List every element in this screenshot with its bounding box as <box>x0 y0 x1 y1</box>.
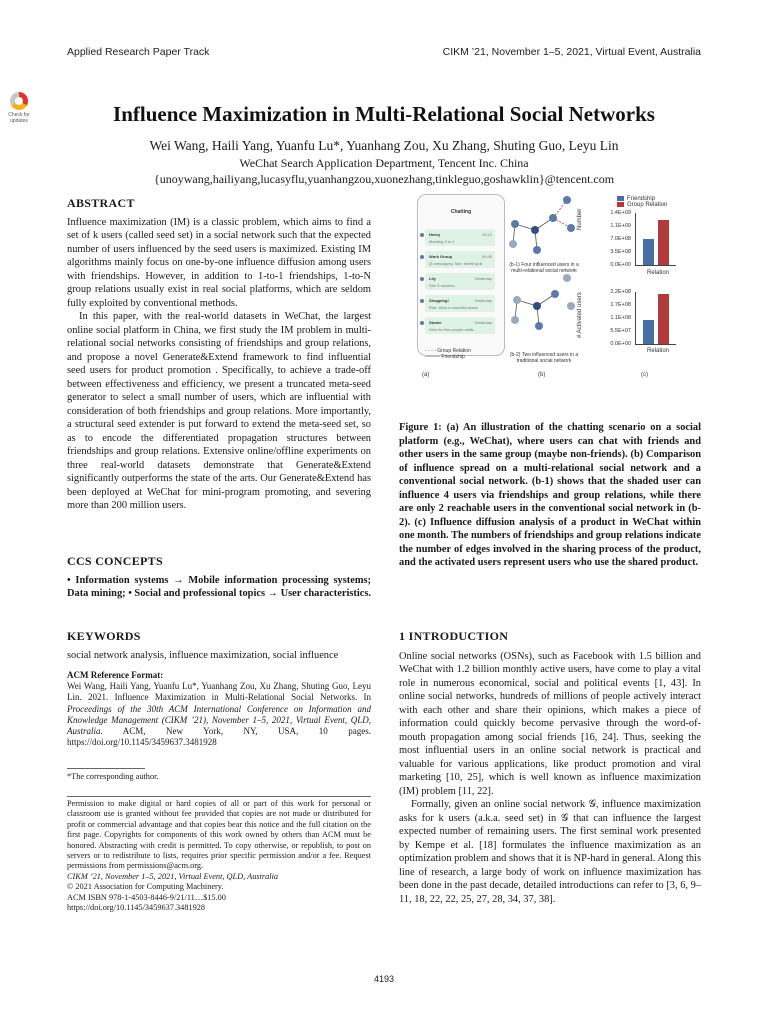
permission-block <box>67 799 371 913</box>
figure-caption: Figure 1: (a) An illustration of the chatting scenario on a social platform (e.g., WeChat), where users can chat with friends and other users in the same group (maybe non-friends). (b) Comparison of influence spread on a multi-relational social network and a conventional social network. (b-1) shows that the shaded user can influence 4 users via friendships and group relations, while there are only 2 reachable users in the conventional social network in (b-2). (c) Influence diffusion analysis of a product in WeChat within one month. The numbers of friendships and group relations indicate the number of edges involved in the sharing process of the product, and the activated users represent users who use the shared product. <box>399 422 701 568</box>
running-header-right: CIKM ’21, November 1–5, 2021, Virtual Event, Australia <box>442 46 701 58</box>
panel-c-label: (c) <box>641 372 648 378</box>
chart-top-bar-friendship <box>643 239 654 265</box>
reference-authors: Wei Wang, Haili Yang, Yuanfu Lu*, Yuanhang Zou, Xu Zhang, Shuting Guo, Leyu Lin. 2021. Influence Maximization in Multi-Relational Social Networks. In <box>67 681 371 703</box>
network-b1 <box>509 196 575 254</box>
chart-top-ylabel: Number <box>577 208 583 230</box>
network-b2 <box>511 274 575 330</box>
page-number: 4193 <box>373 974 395 984</box>
affiliation: WeChat Search Application Department, Tencent Inc. China <box>239 156 529 170</box>
keywords-heading: KEYWORDS <box>67 629 141 643</box>
keywords-section <box>67 630 371 662</box>
chat-item: Henry 10:12 Meeting 3 to 4 <box>425 229 495 246</box>
badge-line2: updates <box>10 118 28 124</box>
keywords-text: social network analysis, influence maximization, social influence <box>67 649 339 661</box>
caption-b1: (b-1) Four influenced users in a multi-relational social network <box>509 262 579 274</box>
chat-item: Stober Yesterday Nice for fine people walls <box>425 317 495 334</box>
reference-venue: Proceedings of the 30th ACM International Conference on Information and Knowledge Management (CIKM ’21), November 1–5, 2021, Virtual Event, QLD, Australia. <box>67 703 371 737</box>
chart-bottom-ylabel: # Activated users <box>577 292 583 338</box>
author-emails: {unoywang,hailiyang,lucasyflu,yuanhangzou,xuonezhang,tinkleguo,goshawklin}@tencent.com <box>153 172 615 186</box>
chart-legend: Friendship Group Relation <box>617 196 667 208</box>
permission-copyright: © 2021 Association for Computing Machinery. <box>67 882 224 892</box>
introduction-section <box>399 630 701 906</box>
chart-top-ytick-label: 0.0E+00 <box>610 261 631 268</box>
reference-heading: ACM Reference Format: <box>67 670 164 680</box>
chart-bottom-bar-friendship <box>643 320 654 344</box>
chart-bottom-plot <box>635 292 676 345</box>
permission-isbn: ACM ISBN 978-1-4503-8446-9/21/11…$15.00 <box>67 892 226 902</box>
badge-line1: Check for <box>8 112 30 118</box>
abstract-heading: ABSTRACT <box>67 196 135 210</box>
chart-bottom <box>589 288 689 347</box>
introduction-paragraph-1: Online social networks (OSNs), such as Facebook with 1.5 billion and WeChat with 1.2 billion monthly active users, have come to play a vital role in numerous economical, social and political events [1, 43]. In online social networks, hundreds of millions of people actively interact with each other and share their opinions, which makes a piece of information could quickly become pervasive through the word-of-mouth propagation among social friends [16, 24]. Thus, seeking the most influential users in an online social network is practical and valuable for various applications, like product promotion and viral marketing [10, 25], which is well known as influence maximization (IM) problem [11, 22]. <box>399 650 701 797</box>
running-header-left: Applied Research Paper Track <box>67 46 210 58</box>
panel-b-label: (b) <box>538 372 546 378</box>
abstract-paragraph-1: Influence maximization (IM) is a classic problem, which aims to find a set of k users (called seed set) in a social network such that the expected number of users influenced by the seed users is maximized. Existing IM algorithms mainly focus on one-by-one influence diffusion among users with friendships. However, in addition to 1-to-1 friendships, 1-to-N group relations usually exist in real social platforms, which are seldom fully exploited by conventional methods. <box>67 216 371 309</box>
chart-bottom-ytick-label: 0.0E+00 <box>610 340 631 347</box>
permission-rule <box>67 796 371 797</box>
chart-bottom-ytick-label: 2.2E+08 <box>610 288 631 295</box>
phone-title: Chatting <box>450 209 472 215</box>
chart-top-ytick-label: 3.5E+08 <box>610 248 631 255</box>
footnote-corresponding: *The corresponding author. <box>67 772 159 781</box>
abstract-section <box>67 197 371 513</box>
chart-bottom-ytick-label: 5.5E+07 <box>610 327 631 334</box>
dashed-line-icon: - - - - <box>425 348 436 354</box>
footnote-rule <box>67 768 145 769</box>
ccs-section <box>67 555 371 601</box>
panel-a-label: (a) <box>422 372 430 378</box>
reference-tail: ACM, New York, NY, USA, 10 pages. https://doi.org/10.1145/3459637.3481928 <box>67 726 371 748</box>
paper-title: Influence Maximization in Multi-Relational Social Networks <box>113 102 655 126</box>
introduction-paragraph-2: Formally, given an online social network 𝒢, influence maximization asks for k users (a.k.a. seed set) in 𝒢 that can influence the largest expected number of remaining users. The first seminal work presented by Kempe et al. [18] formulates the influence maximization as an optimization problem and shows that it is NP-hard in general. Along this line of research, a large body of work on influence maximization has been done in the past decade, detailed introductions can refer to [3, 6, 9–11, 18, 22, 22, 25, 27, 28, 34, 37, 38]. <box>399 799 701 905</box>
author-list: Wei Wang, Haili Yang, Yuanfu Lu*, Yuanhang Zou, Xu Zhang, Shuting Guo, Leyu Lin <box>149 138 619 153</box>
chat-item: Work Group 09:40 [3 messages] Tom: Meeting at <box>425 251 495 268</box>
acm-reference <box>67 670 371 748</box>
figure-1 <box>405 188 705 383</box>
caption-b2: (b-2) Two influenced users in a traditional social network <box>509 352 579 364</box>
chart-bottom-xlabel: Relation <box>647 348 670 354</box>
legend-swatch-friendship <box>617 196 624 201</box>
chart-top-bar-group-relation <box>658 220 669 265</box>
permission-text: Permission to make digital or hard copies of all or part of this work for personal or classroom use is granted without fee provided that copies are not made or distributed for profit or commercial advantage and that copies bear this notice and the full citation on the first page. Copyrights for components of this work owned by others than ACM must be honored. Abstracting with credit is permitted. To copy otherwise, or republish, to post on servers or to redistribute to lists, requires prior specific permission and/or a fee. Request permissions from permissions@acm.org. <box>67 799 371 871</box>
chart-bottom-bar-group-relation <box>658 294 669 344</box>
ccs-heading: CCS CONCEPTS <box>67 554 163 568</box>
chat-item: Shopping! Yesterday Rita: Wow a beautiful dress <box>425 295 495 312</box>
chat-item: Lily Yesterday See 3 minutes <box>425 273 495 290</box>
permission-conf: CIKM ’21, November 1–5, 2021, Virtual Event, QLD, Australia <box>67 871 279 881</box>
reference-text <box>67 681 371 748</box>
chart-top-ytick-label: 1.1E+09 <box>610 222 631 229</box>
phone-legend: - - - - Group Relation ——— Friendship <box>425 348 471 360</box>
chart-bottom-ytick-label: 1.7E+08 <box>610 301 631 308</box>
phone-mockup <box>417 194 505 356</box>
solid-line-icon: ——— <box>425 354 440 360</box>
abstract-paragraph-2: In this paper, with the real-world datasets in WeChat, the largest online social platform in China, we first study the IM problem in multi-relational social networks consisting of friendships and group relations, and propose a novel Generate&Extend framework to find influential seed users for product promotion . Specifically, to achieve a trade-off between effectiveness and efficiency, we present a truncated meta-seed generator to select a small number of users, which are influential with consideration of both friendships and group relations. More importantly, a structural seed extender is put forward to extend the meta-seed set, so as to encode the differentiated propagation structures between friendships and group relations. Extensive online/offline experiments on three real-world datasets demonstrate that Generate&Extend significantly outperforms the state of the arts. Our Generate&Extend has been deployed at WeChat for mini-program promoting, and severing more than 200 million users. <box>67 311 371 511</box>
legend-swatch-group <box>617 202 624 207</box>
chart-top-xlabel: Relation <box>647 270 670 276</box>
chart-top-plot <box>635 213 676 266</box>
chart-top-ytick-label: 1.4E+09 <box>610 209 631 216</box>
introduction-heading: 1 INTRODUCTION <box>399 629 509 643</box>
chart-bottom-ytick-label: 1.1E+08 <box>610 314 631 321</box>
chart-top-ytick-label: 7.0E+08 <box>610 235 631 242</box>
chart-top <box>589 209 689 268</box>
ccs-text: • Information systems → Mobile information processing systems; Data mining; • Social and professional topics → User characteristics. <box>67 574 371 599</box>
permission-doi[interactable]: https://doi.org/10.1145/3459637.3481928 <box>67 903 206 913</box>
